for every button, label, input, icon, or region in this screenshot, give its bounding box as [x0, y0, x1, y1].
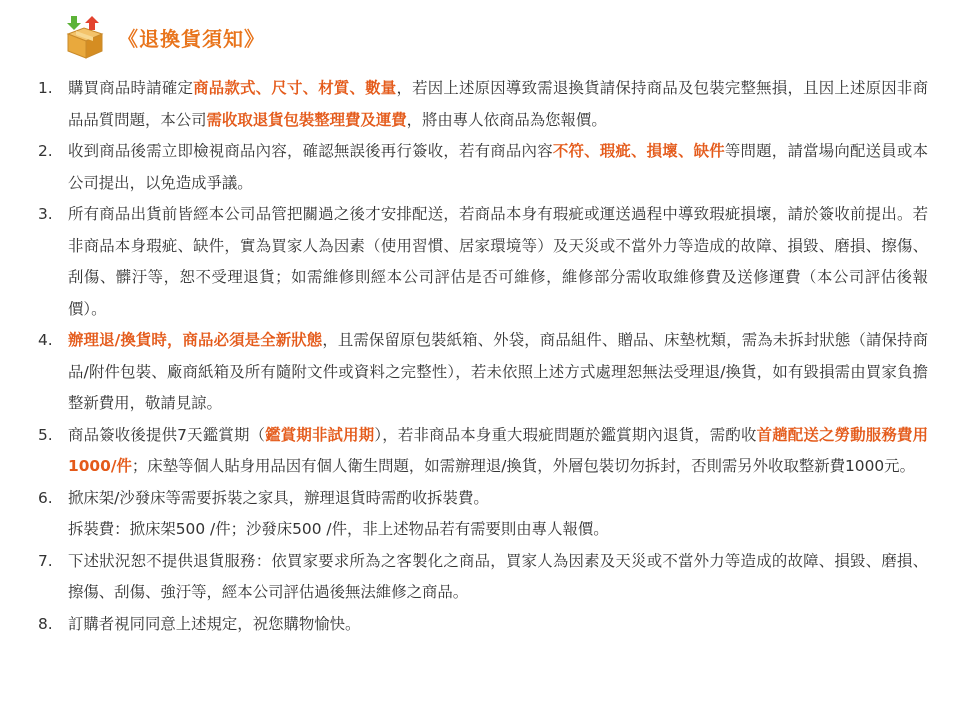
highlighted-text: 商品款式、尺寸、材質、數量: [193, 79, 397, 97]
box-with-arrows-icon: [62, 14, 108, 60]
rule-item: [38, 136, 928, 199]
rule-text-segment: 收到商品後需立即檢視商品內容，確認無誤後再行簽收，若有商品內容: [68, 142, 553, 160]
rule-text-segment: 所有商品出貨前皆經本公司品管把關過之後才安排配送，若商品本身有瑕疵或運送過程中導致瑕疵損壞，請於簽收前提出。若非商品本身瑕疵、缺件，實為買家人為因素（使用習慣、居家環境等）及天災或不當外力等造成的故障、損毀、磨損、擦傷、刮傷、髒汙等，恕不受理退貨；如需維修則經本公司評估是否可維修，維修部分需收取維修費及送修運費（本公司評估後報價）。: [68, 205, 928, 318]
rule-text-segment: ；床墊等個人貼身用品因有個人衛生問題，如需辦理退/換貨，外層包裝切勿拆封，否則需另外收取整新費1000元。: [131, 457, 915, 475]
rule-text: [68, 199, 928, 325]
rule-number: 3.: [38, 205, 53, 223]
rule-extra-line: 拆裝費：掀床架500 /件；沙發床500 /件，非上述物品若有需要則由專人報價。: [68, 520, 609, 538]
rule-item: [38, 609, 928, 641]
rule-text-segment: 商品簽收後提供7天鑑賞期（: [68, 425, 266, 444]
rule-text-segment: ，將由專人依商品為您報價。: [406, 110, 607, 129]
rule-number: 5.: [38, 425, 53, 444]
rule-text-segment: ），若非商品本身重大瑕疵問題於鑑賞期內退貨，需酌收: [374, 425, 757, 444]
rule-number: 8.: [38, 614, 53, 633]
rule-number: 6.: [38, 488, 53, 507]
rule-item: [38, 483, 928, 546]
rule-number: 1.: [38, 79, 53, 97]
rule-item: [38, 325, 928, 420]
highlighted-text: 鑑賞期非試用期: [265, 425, 375, 444]
rule-text: [68, 420, 928, 483]
rule-text-segment: 購買商品時請確定: [68, 79, 194, 97]
rule-text: [68, 136, 928, 199]
rule-number: 2.: [38, 142, 53, 160]
rules-list: [38, 73, 928, 640]
rule-text: [68, 546, 928, 609]
highlighted-text: 不符、瑕疵、損壞、缺件: [552, 142, 725, 160]
rule-item: [38, 199, 928, 325]
highlighted-text: 辦理退/換貨時，商品必須是全新狀態: [68, 331, 323, 349]
rule-text-segment: ，且需保留原包裝紙箱、外袋，商品組件、贈品、床墊枕類，需為未拆封狀態（請保持商品/附件包裝、廠商紙箱及所有隨附文件或資料之完整性），若未依照上述方式處理恕無法受理退/換貨，如有毀損需由買家負擔整新費用，敬請見諒。: [68, 331, 928, 412]
rule-text-segment: 等問題，請當場向配送員或本公司提出，以免造成爭議。: [68, 142, 928, 192]
rule-number: 4.: [38, 331, 53, 349]
page-title: 《退換貨須知》: [118, 26, 265, 51]
rule-text-segment: 掀床架/沙發床等需要拆裝之家具，辦理退貨時需酌收拆裝費。: [68, 488, 489, 507]
rule-item: [38, 420, 928, 483]
rule-text-segment: 下述狀況恕不提供退貨服務：依買家要求所為之客製化之商品，買家人為因素及天災或不當外力等造成的故障、損毀、磨損、擦傷、刮傷、強汙等，經本公司評估過後無法維修之商品。: [68, 551, 928, 601]
rule-text-segment: ，若因上述原因導致需退換貨請保持商品及包裝完整無損，且因上述原因非商品品質問題，本公司: [68, 79, 928, 129]
header: [62, 14, 265, 60]
rule-text-segment: 訂購者視同同意上述規定，祝您購物愉快。: [68, 614, 361, 633]
rule-text: [68, 73, 928, 136]
rule-text: [68, 325, 928, 420]
rule-number: 7.: [38, 551, 53, 570]
highlighted-text: 首趟配送之勞動服務費用1000/件: [68, 425, 928, 475]
rule-text: [68, 609, 928, 641]
highlighted-text: 需收取退貨包裝整理費及運費: [206, 110, 407, 129]
rule-item: [38, 546, 928, 609]
rule-text: [68, 483, 928, 546]
rule-item: [38, 73, 928, 136]
